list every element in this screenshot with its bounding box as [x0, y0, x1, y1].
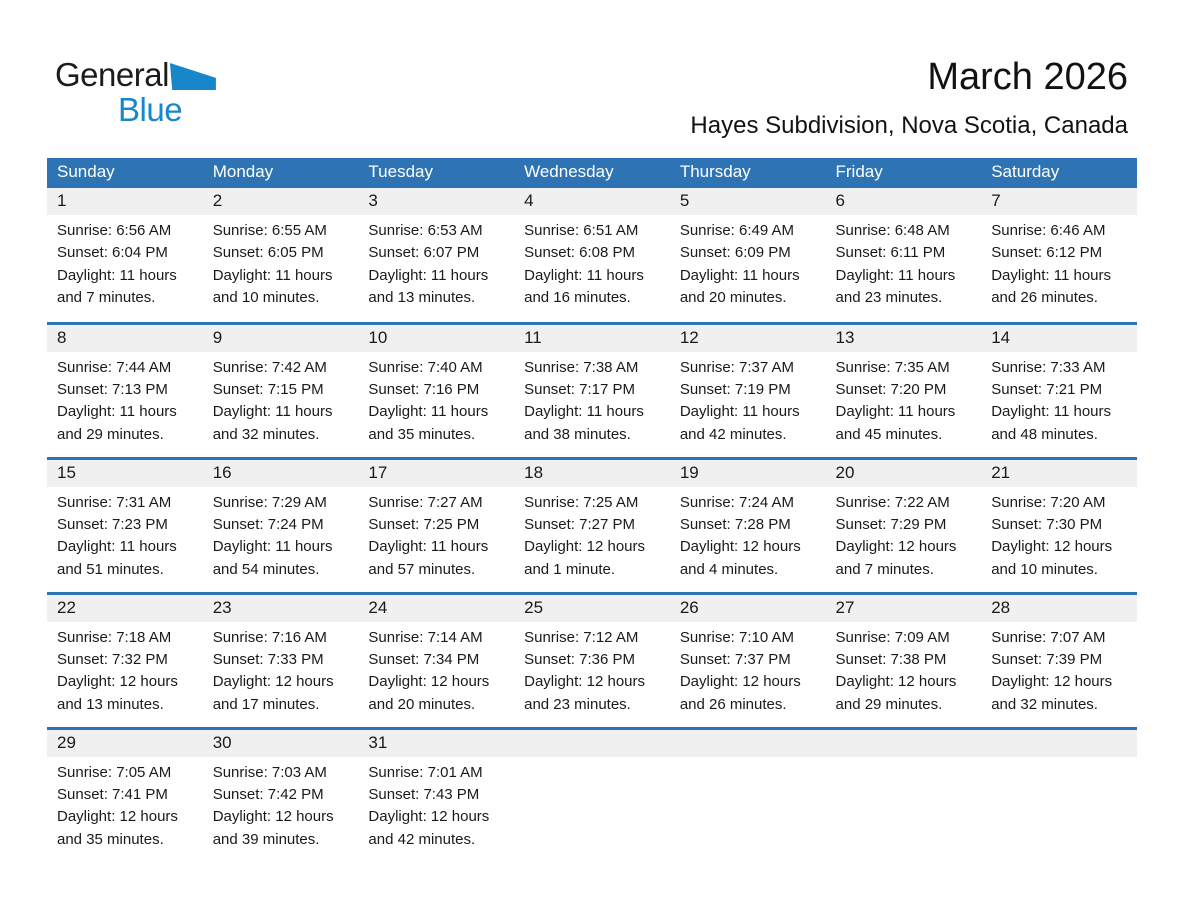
day-detail-line: Daylight: 11 hours — [57, 403, 177, 421]
day-detail-line: and 1 minute. — [524, 560, 616, 578]
day-number: 14 — [981, 325, 1137, 352]
day-number — [670, 730, 826, 757]
day-cell — [47, 323, 203, 458]
day-detail-line: Sunrise: 6:53 AM — [368, 222, 483, 239]
day-detail-line: Sunset: 7:38 PM — [835, 650, 947, 668]
day-detail-line: Daylight: 11 hours — [835, 266, 956, 284]
day-detail-line: Sunrise: 7:16 AM — [212, 628, 327, 646]
day-detail-line: and 57 minutes. — [368, 560, 476, 578]
week-row — [47, 458, 1137, 593]
day-detail-line: Sunrise: 7:38 AM — [524, 358, 639, 376]
day-cell — [670, 188, 826, 323]
day-number: 29 — [47, 730, 203, 757]
day-detail-line: and 48 minutes. — [991, 425, 1098, 443]
day-detail-line: Sunrise: 7:31 AM — [57, 493, 172, 511]
day-number — [514, 730, 670, 757]
day-detail-line: Sunrise: 7:29 AM — [212, 493, 327, 511]
day-number: 15 — [47, 460, 203, 487]
day-details — [47, 487, 203, 582]
day-detail-line: Sunrise: 6:49 AM — [679, 222, 795, 239]
day-details — [358, 487, 514, 582]
day-cell — [47, 188, 203, 323]
day-detail-line: and 23 minutes. — [524, 695, 631, 713]
day-detail-line: and 51 minutes. — [57, 560, 164, 578]
day-number: 21 — [981, 460, 1137, 487]
day-cell — [203, 188, 359, 323]
day-details — [670, 487, 826, 582]
day-detail-line: Sunrise: 7:20 AM — [991, 493, 1106, 511]
day-detail-line: Sunset: 7:19 PM — [679, 380, 791, 398]
day-number: 1 — [47, 188, 203, 215]
day-detail-line: and 38 minutes. — [524, 425, 631, 443]
day-details — [670, 622, 826, 717]
day-detail-line: Daylight: 11 hours — [991, 403, 1112, 421]
day-details — [358, 757, 514, 852]
day-detail-line: Sunset: 7:15 PM — [212, 380, 324, 398]
day-details — [826, 487, 982, 582]
day-number: 16 — [203, 460, 359, 487]
day-detail-line: Sunrise: 6:46 AM — [991, 222, 1106, 239]
day-detail-line: Sunrise: 7:12 AM — [524, 628, 639, 646]
day-details — [514, 215, 670, 310]
day-detail-line: Daylight: 11 hours — [991, 266, 1112, 284]
day-detail-line: Sunrise: 7:37 AM — [679, 358, 795, 376]
day-detail-line: Sunset: 6:04 PM — [57, 244, 168, 262]
day-cell — [358, 458, 514, 593]
day-detail-line: Sunset: 7:43 PM — [368, 785, 480, 803]
day-detail-line: Sunrise: 6:55 AM — [212, 222, 327, 239]
day-details — [358, 352, 514, 447]
day-number — [981, 730, 1137, 757]
week-row — [47, 323, 1137, 458]
day-detail-line: Daylight: 11 hours — [835, 403, 956, 421]
day-detail-line: Sunset: 7:17 PM — [524, 380, 636, 398]
day-detail-line: Daylight: 11 hours — [212, 266, 333, 284]
day-number: 9 — [203, 325, 359, 352]
day-detail-line: Sunset: 7:33 PM — [212, 650, 324, 668]
day-details — [981, 622, 1137, 717]
week-row — [47, 728, 1137, 863]
day-details — [203, 757, 359, 852]
day-detail-line: Sunset: 7:16 PM — [368, 380, 480, 398]
day-details — [47, 622, 203, 717]
day-number: 20 — [826, 460, 982, 487]
day-detail-line: Sunset: 7:25 PM — [368, 515, 480, 533]
day-cell — [826, 458, 982, 593]
day-cell — [358, 728, 514, 863]
day-detail-line: Daylight: 11 hours — [57, 266, 177, 284]
day-details — [203, 487, 359, 582]
calendar-table — [47, 158, 1137, 863]
day-number: 19 — [670, 460, 826, 487]
day-detail-line: Sunset: 7:32 PM — [57, 650, 168, 668]
day-detail-line: Sunset: 7:34 PM — [368, 650, 480, 668]
day-detail-line: Daylight: 11 hours — [524, 266, 644, 284]
day-number: 22 — [47, 595, 203, 622]
day-detail-line: and 4 minutes. — [679, 560, 779, 578]
day-detail-line: Sunrise: 6:51 AM — [524, 222, 639, 239]
day-cell — [826, 323, 982, 458]
day-detail-line: Sunset: 7:39 PM — [991, 650, 1103, 668]
day-details — [826, 622, 982, 717]
day-cell — [826, 188, 982, 323]
day-cell — [203, 728, 359, 863]
day-detail-line: Daylight: 12 hours — [991, 538, 1113, 556]
day-details — [981, 352, 1137, 447]
day-detail-line: Sunrise: 7:03 AM — [212, 763, 327, 781]
day-detail-line: and 42 minutes. — [368, 830, 476, 848]
day-details — [670, 215, 826, 310]
day-detail-line: Daylight: 12 hours — [835, 538, 957, 556]
day-number: 7 — [981, 188, 1137, 215]
day-cell — [203, 593, 359, 728]
weekday-header: Saturday — [981, 158, 1137, 188]
day-cell — [981, 458, 1137, 593]
day-cell — [47, 728, 203, 863]
day-details — [203, 352, 359, 447]
day-detail-line: Daylight: 12 hours — [524, 538, 646, 556]
day-cell — [981, 593, 1137, 728]
week-row — [47, 593, 1137, 728]
day-detail-line: Sunset: 7:24 PM — [212, 515, 324, 533]
day-detail-line: Daylight: 12 hours — [991, 673, 1113, 691]
day-detail-line: Sunrise: 7:01 AM — [368, 763, 483, 781]
day-detail-line: Sunrise: 6:48 AM — [835, 222, 950, 239]
day-details — [826, 352, 982, 447]
day-detail-line: Sunrise: 7:22 AM — [835, 493, 950, 511]
day-detail-line: Sunset: 7:42 PM — [212, 785, 324, 803]
day-detail-line: and 10 minutes. — [991, 560, 1098, 578]
weekday-header: Sunday — [47, 158, 203, 188]
day-detail-line: and 7 minutes. — [57, 289, 156, 307]
calendar-header — [47, 158, 1137, 188]
logo-text-general: General — [55, 56, 169, 93]
day-details — [47, 352, 203, 447]
day-details — [826, 215, 982, 310]
day-detail-line: and 35 minutes. — [368, 425, 476, 443]
day-details — [670, 352, 826, 447]
day-detail-line: Daylight: 12 hours — [368, 808, 490, 826]
day-cell — [670, 458, 826, 593]
day-detail-line: and 32 minutes. — [991, 695, 1098, 713]
day-number: 12 — [670, 325, 826, 352]
day-detail-line: and 13 minutes. — [57, 695, 164, 713]
day-details — [981, 487, 1137, 582]
day-number: 18 — [514, 460, 670, 487]
day-detail-line: Sunset: 6:05 PM — [212, 244, 324, 262]
day-detail-line: Sunset: 7:28 PM — [679, 515, 791, 533]
day-detail-line: Sunrise: 7:42 AM — [212, 358, 327, 376]
day-detail-line: and 42 minutes. — [679, 425, 787, 443]
day-detail-line: and 29 minutes. — [57, 425, 164, 443]
day-detail-line: Sunrise: 7:40 AM — [368, 358, 483, 376]
day-number: 4 — [514, 188, 670, 215]
day-detail-line: and 45 minutes. — [835, 425, 943, 443]
day-cell — [358, 593, 514, 728]
day-details — [203, 215, 359, 310]
day-detail-line: and 13 minutes. — [368, 289, 476, 307]
day-detail-line: Sunset: 7:36 PM — [524, 650, 636, 668]
day-detail-line: Sunset: 7:41 PM — [57, 785, 168, 803]
day-cell — [514, 593, 670, 728]
day-details — [203, 622, 359, 717]
day-details — [358, 215, 514, 310]
day-detail-line: Sunset: 6:08 PM — [524, 244, 636, 262]
day-detail-line: Daylight: 12 hours — [524, 673, 646, 691]
day-cell — [670, 323, 826, 458]
day-cell — [358, 323, 514, 458]
day-detail-line: and 10 minutes. — [212, 289, 320, 307]
day-detail-line: and 26 minutes. — [679, 695, 787, 713]
day-number: 28 — [981, 595, 1137, 622]
day-detail-line: Sunset: 6:09 PM — [679, 244, 791, 262]
day-detail-line: Daylight: 12 hours — [368, 673, 490, 691]
day-detail-line: and 54 minutes. — [212, 560, 320, 578]
general-blue-logo — [55, 58, 216, 126]
day-number: 30 — [203, 730, 359, 757]
empty-day-cell — [670, 728, 826, 863]
day-detail-line: Sunrise: 7:05 AM — [57, 763, 172, 781]
weekday-header: Thursday — [670, 158, 826, 188]
day-detail-line: Sunset: 7:21 PM — [991, 380, 1103, 398]
day-detail-line: Daylight: 12 hours — [835, 673, 957, 691]
empty-day-cell — [981, 728, 1137, 863]
day-detail-line: and 29 minutes. — [835, 695, 943, 713]
day-number: 24 — [358, 595, 514, 622]
day-detail-line: and 39 minutes. — [212, 830, 320, 848]
day-detail-line: Daylight: 12 hours — [679, 673, 801, 691]
day-detail-line: Daylight: 11 hours — [212, 403, 333, 421]
day-detail-line: and 20 minutes. — [368, 695, 476, 713]
page-title: March 2026 — [927, 56, 1128, 98]
day-detail-line: Daylight: 11 hours — [679, 266, 800, 284]
day-detail-line: Sunset: 6:11 PM — [835, 244, 946, 262]
weekday-header: Monday — [203, 158, 359, 188]
day-cell — [203, 323, 359, 458]
day-details — [514, 622, 670, 717]
day-number: 31 — [358, 730, 514, 757]
day-details — [358, 622, 514, 717]
day-number: 17 — [358, 460, 514, 487]
day-cell — [203, 458, 359, 593]
weekday-header: Tuesday — [358, 158, 514, 188]
weekday-header-row — [47, 158, 1137, 188]
day-number: 5 — [670, 188, 826, 215]
day-detail-line: Sunset: 7:30 PM — [991, 515, 1103, 533]
day-number: 26 — [670, 595, 826, 622]
day-detail-line: Sunrise: 6:56 AM — [57, 222, 172, 239]
page-subtitle: Hayes Subdivision, Nova Scotia, Canada — [690, 111, 1128, 139]
day-detail-line: and 35 minutes. — [57, 830, 164, 848]
day-detail-line: and 7 minutes. — [835, 560, 934, 578]
day-detail-line: Daylight: 11 hours — [368, 266, 489, 284]
day-detail-line: and 20 minutes. — [679, 289, 787, 307]
day-detail-line: Sunset: 7:23 PM — [57, 515, 168, 533]
day-detail-line: and 26 minutes. — [991, 289, 1098, 307]
day-detail-line: Daylight: 11 hours — [212, 538, 333, 556]
day-cell — [47, 458, 203, 593]
day-details — [47, 215, 203, 310]
day-detail-line: Daylight: 12 hours — [212, 808, 334, 826]
day-detail-line: Sunrise: 7:10 AM — [679, 628, 795, 646]
day-detail-line: Daylight: 12 hours — [212, 673, 334, 691]
day-detail-line: and 17 minutes. — [212, 695, 320, 713]
day-detail-line: Sunset: 7:29 PM — [835, 515, 947, 533]
day-detail-line: Daylight: 11 hours — [524, 403, 644, 421]
day-cell — [670, 593, 826, 728]
day-number: 3 — [358, 188, 514, 215]
day-number: 2 — [203, 188, 359, 215]
day-details — [981, 215, 1137, 310]
logo-text-blue: Blue — [118, 91, 183, 128]
day-details — [514, 352, 670, 447]
day-detail-line: Daylight: 11 hours — [679, 403, 800, 421]
empty-day-cell — [826, 728, 982, 863]
day-number: 25 — [514, 595, 670, 622]
day-detail-line: Daylight: 11 hours — [368, 403, 489, 421]
day-cell — [514, 458, 670, 593]
day-detail-line: Sunrise: 7:24 AM — [679, 493, 795, 511]
day-detail-line: Daylight: 11 hours — [57, 538, 177, 556]
day-detail-line: Daylight: 12 hours — [57, 808, 178, 826]
day-detail-line: Daylight: 11 hours — [368, 538, 489, 556]
day-detail-line: Sunset: 7:20 PM — [835, 380, 947, 398]
day-detail-line: Sunset: 7:37 PM — [679, 650, 791, 668]
day-detail-line: Daylight: 12 hours — [679, 538, 801, 556]
day-detail-line: Sunrise: 7:27 AM — [368, 493, 483, 511]
day-cell — [981, 323, 1137, 458]
day-number: 23 — [203, 595, 359, 622]
day-cell — [826, 593, 982, 728]
day-detail-line: Sunrise: 7:14 AM — [368, 628, 483, 646]
day-detail-line: Sunrise: 7:07 AM — [991, 628, 1106, 646]
day-cell — [981, 188, 1137, 323]
day-number: 10 — [358, 325, 514, 352]
day-detail-line: and 32 minutes. — [212, 425, 320, 443]
day-number: 6 — [826, 188, 982, 215]
day-number: 13 — [826, 325, 982, 352]
day-detail-line: and 23 minutes. — [835, 289, 943, 307]
day-number: 27 — [826, 595, 982, 622]
day-detail-line: Sunset: 6:12 PM — [991, 244, 1103, 262]
day-details — [514, 487, 670, 582]
day-cell — [47, 593, 203, 728]
day-detail-line: Sunrise: 7:09 AM — [835, 628, 950, 646]
day-cell — [358, 188, 514, 323]
day-detail-line: Sunset: 6:07 PM — [368, 244, 480, 262]
day-detail-line: Sunrise: 7:18 AM — [57, 628, 172, 646]
day-number — [826, 730, 982, 757]
day-detail-line: Daylight: 12 hours — [57, 673, 178, 691]
empty-day-cell — [514, 728, 670, 863]
day-detail-line: Sunrise: 7:44 AM — [57, 358, 172, 376]
day-detail-line: Sunset: 7:27 PM — [524, 515, 636, 533]
day-cell — [514, 323, 670, 458]
day-cell — [514, 188, 670, 323]
day-detail-line: Sunset: 7:13 PM — [57, 380, 168, 398]
week-row — [47, 188, 1137, 323]
header-titles — [690, 57, 1128, 139]
day-number: 11 — [514, 325, 670, 352]
day-number: 8 — [47, 325, 203, 352]
logo-flag-triangle-icon — [170, 63, 216, 90]
weekday-header: Wednesday — [514, 158, 670, 188]
day-detail-line: and 16 minutes. — [524, 289, 631, 307]
weekday-header: Friday — [826, 158, 982, 188]
day-details — [47, 757, 203, 852]
day-detail-line: Sunrise: 7:35 AM — [835, 358, 950, 376]
calendar-body — [47, 188, 1137, 863]
day-detail-line: Sunrise: 7:33 AM — [991, 358, 1106, 376]
day-detail-line: Sunrise: 7:25 AM — [524, 493, 639, 511]
